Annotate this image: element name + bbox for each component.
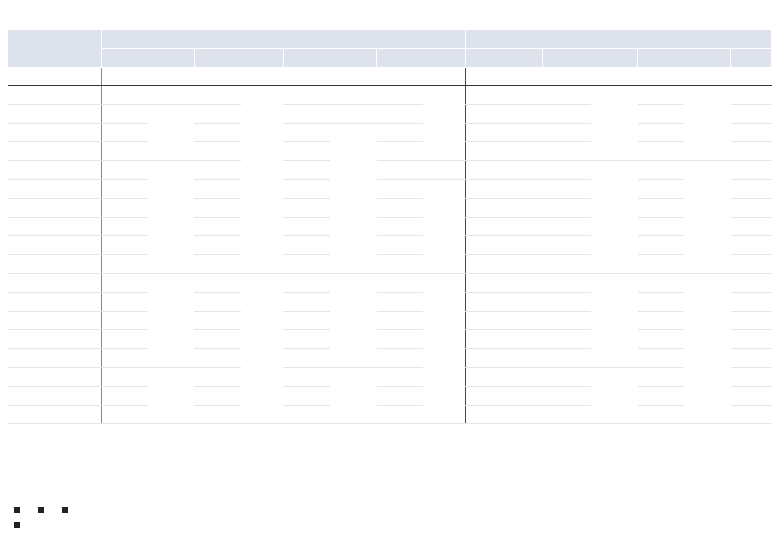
t-header	[377, 49, 466, 68]
D-basic	[194, 386, 241, 405]
d1-under	[504, 255, 542, 274]
D-basic	[194, 367, 241, 386]
n-min	[731, 367, 772, 386]
n-min	[731, 292, 772, 311]
d2-tol-header	[591, 68, 638, 86]
n-min	[731, 255, 772, 274]
H-basic	[283, 179, 330, 198]
d-tolerance	[148, 104, 195, 160]
H-tolerance	[330, 123, 377, 273]
m-tol-header	[684, 68, 731, 86]
d-header	[101, 49, 194, 68]
d1-under	[504, 349, 542, 368]
H-tolerance	[330, 367, 377, 423]
H-basic	[283, 367, 330, 386]
d2-tolerance	[591, 86, 638, 161]
t-basic	[377, 142, 424, 161]
size-no-header	[8, 30, 101, 68]
m-basic	[638, 104, 685, 123]
d1-header	[466, 49, 543, 68]
d1-over	[466, 386, 504, 405]
d2-basic	[543, 179, 592, 198]
d1-over	[466, 405, 504, 424]
size-cell	[8, 104, 101, 123]
d1-under	[504, 273, 542, 292]
n-min	[731, 142, 772, 161]
m-basic	[638, 198, 685, 217]
t-basic	[377, 292, 424, 311]
m-basic	[638, 142, 685, 161]
m-basic	[638, 86, 685, 105]
t-basic	[377, 349, 424, 368]
table-row	[8, 311, 772, 330]
n-min	[731, 217, 772, 236]
d2-tolerance	[591, 273, 638, 367]
d-basic	[101, 217, 148, 236]
t-basic	[377, 198, 424, 217]
d1-under	[504, 367, 542, 386]
D-basic	[194, 349, 241, 368]
m-tolerance	[684, 161, 731, 274]
D-basic	[194, 179, 241, 198]
n-min-header	[731, 68, 772, 86]
footer-line-1	[14, 506, 71, 517]
d1-over-header	[466, 68, 504, 86]
d-basic	[101, 255, 148, 274]
D-basic	[194, 292, 241, 311]
n-min	[731, 104, 772, 123]
table-row	[8, 292, 772, 311]
table-row	[8, 198, 772, 217]
table-row	[8, 255, 772, 274]
m-basic	[638, 161, 685, 180]
H-tolerance	[330, 104, 377, 123]
d-tolerance	[148, 367, 195, 423]
d2-basic	[543, 405, 592, 424]
n-min	[731, 330, 772, 349]
d1-over	[466, 161, 504, 180]
d2-basic	[543, 255, 592, 274]
d1-over	[466, 142, 504, 161]
table-row	[8, 86, 772, 105]
H-basic	[283, 255, 330, 274]
m-basic	[638, 255, 685, 274]
d1-under	[504, 292, 542, 311]
d2-tolerance	[591, 161, 638, 274]
d1-over	[466, 292, 504, 311]
d1-over	[466, 179, 504, 198]
d2-basic	[543, 161, 592, 180]
n-min	[731, 273, 772, 292]
d-basic	[101, 161, 148, 180]
d-basic	[101, 179, 148, 198]
m-basic	[638, 123, 685, 142]
d2-basic	[543, 104, 592, 123]
table-row	[8, 405, 772, 424]
n-min	[731, 311, 772, 330]
size-cell	[8, 161, 101, 180]
n-header	[731, 49, 772, 68]
D-basic	[194, 86, 241, 105]
H-basic	[283, 292, 330, 311]
m-tolerance	[684, 86, 731, 161]
D-basic	[194, 104, 241, 123]
D-tolerance	[241, 273, 284, 423]
t-basic	[377, 311, 424, 330]
shaft-group-header	[466, 30, 772, 49]
d2-basic	[543, 367, 592, 386]
d1-over	[466, 86, 504, 105]
D-tol-header	[241, 68, 284, 86]
d1-under-header	[504, 68, 542, 86]
d-basic	[101, 104, 148, 123]
D-basic	[194, 311, 241, 330]
D-basic	[194, 236, 241, 255]
H-basic	[283, 311, 330, 330]
n-min	[731, 161, 772, 180]
size-cell	[8, 386, 101, 405]
d-basic	[101, 330, 148, 349]
D-basic	[194, 255, 241, 274]
H-basic	[283, 161, 330, 180]
t-tolerance	[423, 179, 466, 273]
size-cell	[8, 405, 101, 424]
t-basic	[377, 255, 424, 274]
d2-basic	[543, 217, 592, 236]
d1-under	[504, 104, 542, 123]
d2-basic	[543, 236, 592, 255]
d1-over	[466, 273, 504, 292]
t-basic	[377, 273, 424, 292]
t-basic	[377, 179, 424, 198]
table-row	[8, 217, 772, 236]
d-basic	[101, 198, 148, 217]
H-basic	[283, 273, 330, 292]
d1-over	[466, 217, 504, 236]
H-tolerance	[330, 86, 377, 105]
table-row	[8, 142, 772, 161]
d-basic	[101, 236, 148, 255]
D-tolerance	[241, 86, 284, 274]
n-min	[731, 349, 772, 368]
n-min	[731, 179, 772, 198]
size-cell	[8, 367, 101, 386]
table-row	[8, 367, 772, 386]
m-basic	[638, 236, 685, 255]
H-basic	[283, 217, 330, 236]
t-tolerance	[423, 273, 466, 423]
d1-over	[466, 198, 504, 217]
d2-basic	[543, 349, 592, 368]
n-min	[731, 123, 772, 142]
d1-over	[466, 104, 504, 123]
d1-over	[466, 311, 504, 330]
m-basic	[638, 292, 685, 311]
d2-basic	[543, 330, 592, 349]
D-basic	[194, 123, 241, 142]
d-basic	[101, 386, 148, 405]
d1-under	[504, 198, 542, 217]
d2-basic-header	[543, 68, 592, 86]
t-tolerance	[423, 161, 466, 180]
m-tolerance	[684, 273, 731, 423]
d-tol-header	[148, 68, 195, 86]
d1-over	[466, 367, 504, 386]
t-basic	[377, 123, 424, 142]
D-header	[194, 49, 283, 68]
D-basic	[194, 217, 241, 236]
H-tol-header	[330, 68, 377, 86]
t-basic	[377, 236, 424, 255]
table-row	[8, 179, 772, 198]
size-cell	[8, 236, 101, 255]
d-basic	[101, 273, 148, 292]
d-tolerance	[148, 161, 195, 274]
size-cell	[8, 123, 101, 142]
d1-under	[504, 86, 542, 105]
d1-under	[504, 330, 542, 349]
d2-header	[543, 49, 638, 68]
d2-basic	[543, 142, 592, 161]
d2-basic	[543, 311, 592, 330]
n-min	[731, 386, 772, 405]
d2-basic	[543, 198, 592, 217]
H-basic	[283, 142, 330, 161]
d1-under	[504, 161, 542, 180]
H-basic	[283, 198, 330, 217]
H-basic-header	[283, 68, 330, 86]
m-basic	[638, 349, 685, 368]
table-row	[8, 123, 772, 142]
t-basic	[377, 330, 424, 349]
d-basic-header	[101, 68, 148, 86]
d2-basic	[543, 86, 592, 105]
d1-under	[504, 123, 542, 142]
d1-under	[504, 386, 542, 405]
size-cell	[8, 330, 101, 349]
d-basic	[101, 311, 148, 330]
H-basic	[283, 349, 330, 368]
m-basic	[638, 179, 685, 198]
t-basic	[377, 104, 424, 123]
d1-under	[504, 405, 542, 424]
D-basic-header	[194, 68, 241, 86]
d1-under	[504, 142, 542, 161]
H-basic	[283, 405, 330, 424]
d-basic	[101, 86, 148, 105]
n-min	[731, 86, 772, 105]
H-basic	[283, 330, 330, 349]
H-basic	[283, 123, 330, 142]
table-row	[8, 104, 772, 123]
d-basic	[101, 123, 148, 142]
m-header	[638, 49, 731, 68]
D-basic	[194, 142, 241, 161]
d-tolerance	[148, 273, 195, 367]
d2-basic	[543, 292, 592, 311]
spec-table	[8, 30, 772, 424]
m-basic	[638, 330, 685, 349]
t-basic	[377, 367, 424, 386]
d1-over	[466, 330, 504, 349]
size-cell	[8, 179, 101, 198]
d1-over	[466, 255, 504, 274]
d2-basic	[543, 273, 592, 292]
d1-under	[504, 179, 542, 198]
m-basic	[638, 405, 685, 424]
D-basic	[194, 330, 241, 349]
m-basic-header	[638, 68, 685, 86]
d1-under	[504, 311, 542, 330]
H-header	[283, 49, 376, 68]
H-basic	[283, 86, 330, 105]
d-basic	[101, 349, 148, 368]
d1-under	[504, 236, 542, 255]
size-cell	[8, 292, 101, 311]
size-cell	[8, 217, 101, 236]
table-row	[8, 236, 772, 255]
t-basic	[377, 161, 424, 180]
size-cell	[8, 349, 101, 368]
d-basic	[101, 405, 148, 424]
size-cell	[8, 142, 101, 161]
table-row	[8, 273, 772, 292]
m-basic	[638, 217, 685, 236]
d2-basic	[543, 123, 592, 142]
t-tolerance	[423, 86, 466, 161]
D-basic	[194, 198, 241, 217]
t-basic	[377, 405, 424, 424]
n-min	[731, 198, 772, 217]
d-tolerance	[148, 86, 195, 105]
table-row	[8, 161, 772, 180]
d1-under	[504, 217, 542, 236]
t-basic	[377, 217, 424, 236]
size-cell	[8, 198, 101, 217]
d-basic	[101, 292, 148, 311]
t-basic	[377, 86, 424, 105]
t-tol-header	[423, 68, 466, 86]
table-body	[8, 86, 772, 424]
m-basic	[638, 386, 685, 405]
d1-over	[466, 236, 504, 255]
H-basic	[283, 386, 330, 405]
size-cell	[8, 311, 101, 330]
D-basic	[194, 405, 241, 424]
table-row	[8, 349, 772, 368]
d-basic	[101, 367, 148, 386]
n-min	[731, 236, 772, 255]
table-row	[8, 330, 772, 349]
d2-tolerance	[591, 367, 638, 423]
t-basic-header	[377, 68, 424, 86]
t-basic	[377, 386, 424, 405]
d1-over	[466, 349, 504, 368]
ring-group-header	[101, 30, 466, 49]
size-cell	[8, 255, 101, 274]
m-basic	[638, 273, 685, 292]
D-basic	[194, 161, 241, 180]
d-basic	[101, 142, 148, 161]
D-basic	[194, 273, 241, 292]
H-basic	[283, 236, 330, 255]
H-basic	[283, 104, 330, 123]
H-tolerance	[330, 273, 377, 367]
m-basic	[638, 367, 685, 386]
n-min	[731, 405, 772, 424]
m-basic	[638, 311, 685, 330]
footer-line-2	[14, 521, 23, 532]
size-cell	[8, 86, 101, 105]
d1-over	[466, 123, 504, 142]
size-cell	[8, 273, 101, 292]
d2-basic	[543, 386, 592, 405]
table-row	[8, 386, 772, 405]
